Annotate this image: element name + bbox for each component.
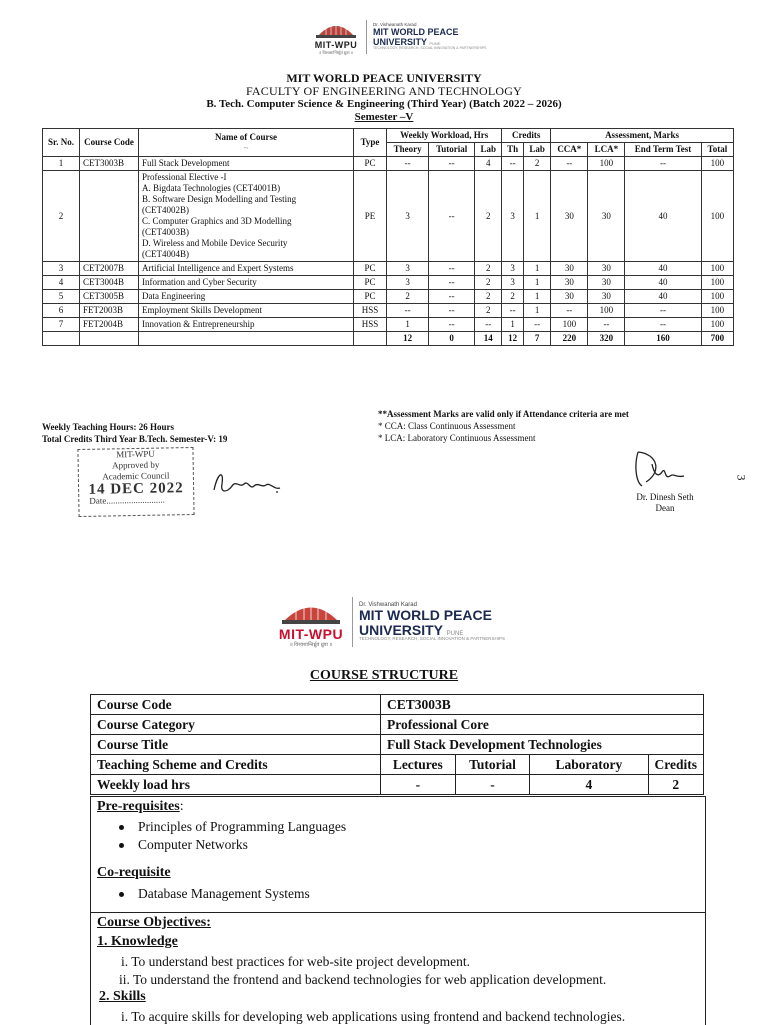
load-laboratory: 4: [530, 775, 648, 795]
university-title: MIT WORLD PEACE UNIVERSITY: [286, 71, 482, 85]
row-code: CET2007B: [80, 262, 139, 276]
logo-abbr: MIT-WPU: [314, 40, 358, 50]
col-type: Type: [354, 129, 387, 157]
course-title-row: [91, 735, 704, 755]
section-divider: [91, 912, 705, 913]
row-th: 3: [502, 171, 524, 262]
row-lca: 30: [588, 276, 625, 290]
total-end: 160: [625, 332, 702, 346]
scheme-tutorial: Tutorial: [455, 755, 530, 775]
course-structure-title: COURSE STRUCTURE: [309, 668, 459, 683]
row-sr: 6: [43, 304, 80, 318]
row-clab: 1: [524, 262, 551, 276]
prerequisites-heading: [97, 799, 184, 815]
row-type: HSS: [354, 318, 387, 332]
logo-divider-main: [352, 597, 353, 647]
row-tutorial: --: [429, 171, 475, 262]
prereq-item-text: Computer Networks: [138, 837, 248, 852]
row-type: PC: [354, 276, 387, 290]
row-code: CET3004B: [80, 276, 139, 290]
row-theory: --: [387, 304, 429, 318]
semester-title: Semester –V: [354, 111, 414, 123]
row-lab: 2: [475, 262, 502, 276]
row-cca: 30: [551, 276, 588, 290]
row-lca: 30: [588, 290, 625, 304]
stamp-date-label: Date..........................: [89, 494, 165, 506]
approval-stamp: [77, 447, 194, 517]
col-cca: CCA*: [551, 143, 588, 157]
total-tutorial: 0: [429, 332, 475, 346]
row-total: 100: [701, 171, 733, 262]
col-lab: Lab: [475, 143, 502, 157]
dean-title: Dean: [655, 503, 675, 513]
coreq-item: [119, 886, 310, 902]
logo-city-main: PUNE: [446, 630, 464, 637]
knowledge-item: i. To understand best practices for web-site project development.: [121, 954, 470, 969]
load-credits: 2: [648, 775, 704, 795]
load-tutorial: -: [455, 775, 530, 795]
elective-line: B. Software Design Modelling and Testing: [142, 194, 297, 204]
attendance-note: **Assessment Marks are valid only if Attendance criteria are met: [378, 409, 629, 419]
col-credit-lab: Lab: [524, 143, 551, 157]
page-side-mark: 3: [734, 474, 749, 481]
total-cca: 220: [551, 332, 588, 346]
col-name-label: Name of Course: [215, 131, 277, 142]
row-th: 3: [502, 262, 524, 276]
row-type: PC: [354, 157, 387, 171]
logo-name-1: MIT WORLD PEACE: [373, 27, 459, 38]
col-code: Course Code: [80, 129, 139, 157]
row-theory: 3: [387, 171, 429, 262]
row-code: [80, 171, 139, 262]
logo-city: PUNE: [429, 40, 441, 46]
table-row: [43, 157, 734, 171]
logo-name-2-main: UNIVERSITY: [359, 621, 443, 638]
col-workload: Weekly Workload, Hrs: [387, 129, 502, 143]
dean-block: [625, 492, 705, 514]
row-code: CET3005B: [80, 290, 139, 304]
row-total: 100: [701, 157, 733, 171]
row-theory: 3: [387, 262, 429, 276]
col-theory: Theory: [387, 143, 429, 157]
row-tutorial: --: [429, 290, 475, 304]
total-credits: Total Credits Third Year B.Tech. Semester-V: 19: [42, 434, 228, 444]
row-total: 100: [701, 262, 733, 276]
signature-1: [210, 466, 290, 500]
row-end: --: [625, 304, 702, 318]
total-total: 700: [701, 332, 733, 346]
table-row: [43, 276, 734, 290]
prerequisites-heading-text: Pre-requisites: [97, 799, 180, 814]
row-th: --: [502, 304, 524, 318]
row-type: PC: [354, 262, 387, 276]
row-lca: 100: [588, 157, 625, 171]
logo-motto-main: TECHNOLOGY, RESEARCH, SOCIAL INNOVATION & PARTNERSHIPS: [359, 636, 505, 642]
row-name: Employment Skills Development: [139, 304, 354, 318]
corequisite-heading: Co-requisite: [97, 865, 171, 880]
logo-founder-main: Dr. Vishwanath Karad: [359, 601, 417, 608]
col-endterm: End Term Test: [625, 143, 702, 157]
table-row: [43, 262, 734, 276]
course-category-row: [91, 715, 704, 735]
course-title-value: Full Stack Development Technologies: [380, 735, 703, 755]
row-end: 40: [625, 262, 702, 276]
table-row: [43, 318, 734, 332]
university-logo-main: [276, 596, 505, 648]
row-code: FET2003B: [80, 304, 139, 318]
col-assessment: Assessment, Marks: [551, 129, 734, 143]
prerequisites-colon: :: [179, 799, 184, 814]
elective-line: D. Wireless and Mobile Device Security: [142, 238, 288, 248]
stamp-date: 14 DEC 2022: [88, 480, 184, 498]
elective-line: (CET4003B): [142, 227, 189, 237]
stamp-line3: Academic Council: [102, 470, 170, 482]
row-clab: 1: [524, 304, 551, 318]
row-name: Full Stack Development: [139, 157, 354, 171]
row-lca: 30: [588, 171, 625, 262]
col-lca: LCA*: [588, 143, 625, 157]
elective-line: Professional Elective -I: [142, 172, 227, 182]
row-tutorial: --: [429, 318, 475, 332]
row-lab: 2: [475, 304, 502, 318]
table-header-row: [43, 129, 734, 143]
row-end: 40: [625, 276, 702, 290]
row-sr: 4: [43, 276, 80, 290]
row-sr: 7: [43, 318, 80, 332]
row-lca: --: [588, 318, 625, 332]
university-logo-top: [312, 18, 487, 56]
row-end: 40: [625, 171, 702, 262]
faculty-title: FACULTY OF ENGINEERING AND TECHNOLOGY: [245, 84, 523, 98]
knowledge-item: ii. To understand the frontend and backend technologies for web application development.: [119, 972, 607, 987]
col-name: [139, 129, 354, 157]
row-type: PC: [354, 290, 387, 304]
dean-name: Dr. Dinesh Seth: [636, 492, 694, 502]
dome-icon: [312, 18, 360, 40]
cca-note: * CCA: Class Continuous Assessment: [378, 421, 516, 431]
col-th: Th: [502, 143, 524, 157]
row-cca: 30: [551, 171, 588, 262]
row-total: 100: [701, 276, 733, 290]
dome-icon: [276, 596, 346, 626]
row-total: 100: [701, 290, 733, 304]
row-th: --: [502, 157, 524, 171]
skills-heading-text: 2. Skills: [99, 989, 146, 1004]
row-theory: 3: [387, 276, 429, 290]
row-name: Data Engineering: [139, 290, 354, 304]
row-lab: --: [475, 318, 502, 332]
logo-wordmark: [373, 23, 487, 50]
row-tutorial: --: [429, 304, 475, 318]
totals-row: [43, 332, 734, 346]
prereq-item: [119, 837, 248, 853]
row-cca: --: [551, 157, 588, 171]
row-code: FET2004B: [80, 318, 139, 332]
row-name: Information and Cyber Security: [139, 276, 354, 290]
elective-line: (CET4002B): [142, 205, 189, 215]
weekly-load-label: Weekly load hrs: [91, 775, 381, 795]
logo-abbr-main: MIT-WPU: [278, 626, 344, 642]
row-cca: 100: [551, 318, 588, 332]
total-credit-lab: 7: [524, 332, 551, 346]
row-type: PE: [354, 171, 387, 262]
row-end: --: [625, 157, 702, 171]
logo-founder: Dr. Vishwanath Karad: [373, 22, 417, 28]
row-name: [139, 171, 354, 262]
row-theory: 1: [387, 318, 429, 332]
teaching-notes: [42, 421, 227, 445]
load-lectures: -: [380, 775, 455, 795]
objectives-heading: Course Objectives:: [97, 915, 211, 930]
row-th: 2: [502, 290, 524, 304]
course-structure-table: [90, 694, 704, 795]
total-th: 12: [502, 332, 524, 346]
row-theory: --: [387, 157, 429, 171]
prereq-item: [119, 819, 346, 835]
row-clab: --: [524, 318, 551, 332]
skills-heading: [99, 989, 146, 1005]
course-code-label: Course Code: [91, 695, 381, 715]
course-code-row: [91, 695, 704, 715]
skills-item: i. To acquire skills for developing web applications using frontend and backend technologies.: [121, 1009, 626, 1024]
total-lab: 14: [475, 332, 502, 346]
row-lab: 2: [475, 171, 502, 262]
row-type: HSS: [354, 304, 387, 318]
row-clab: 1: [524, 276, 551, 290]
assessment-notes: [378, 408, 629, 444]
prereq-item-text: Principles of Programming Languages: [138, 819, 347, 834]
row-end: 40: [625, 290, 702, 304]
row-lab: 2: [475, 276, 502, 290]
logo-emblem-main: [276, 596, 346, 648]
row-name: Artificial Intelligence and Expert Systems: [139, 262, 354, 276]
logo-name-1-main: MIT WORLD PEACE: [359, 607, 492, 624]
row-tutorial: --: [429, 157, 475, 171]
row-sr: 3: [43, 262, 80, 276]
logo-tagline: ॥ विश्वशान्तिर्ध्रुवं ध्रुवा ॥: [318, 50, 354, 55]
col-total: Total: [701, 143, 733, 157]
stamp-line2: Approved by: [111, 459, 160, 471]
signature-2: [628, 446, 688, 490]
row-code: CET3003B: [80, 157, 139, 171]
row-lab: 4: [475, 157, 502, 171]
course-title-label: Course Title: [91, 735, 381, 755]
document-header: [0, 72, 768, 124]
teaching-scheme-row: [91, 755, 704, 775]
logo-tagline-main: ॥ विश्वशान्तिर्ध्रुवं ध्रुवा ॥: [289, 642, 333, 648]
course-details: [90, 796, 706, 1025]
weekly-load-row: [91, 775, 704, 795]
lca-note: * LCA: Laboratory Continuous Assessment: [378, 433, 536, 443]
program-title: B. Tech. Computer Science & Engineering (Third Year) (Batch 2022 – 2026): [206, 98, 562, 110]
row-tutorial: --: [429, 276, 475, 290]
row-tutorial: --: [429, 262, 475, 276]
elective-line: (CET4004B): [142, 249, 189, 259]
semester-schedule-table: [42, 128, 734, 346]
row-total: 100: [701, 304, 733, 318]
elective-line: C. Computer Graphics and 3D Modelling: [142, 216, 292, 226]
logo-wordmark-main: [359, 602, 505, 642]
row-clab: 2: [524, 157, 551, 171]
row-end: --: [625, 318, 702, 332]
row-cca: 30: [551, 290, 588, 304]
row-name: Innovation & Entrepreneurship: [139, 318, 354, 332]
scheme-laboratory: Laboratory: [530, 755, 648, 775]
row-sr: 2: [43, 171, 80, 262]
table-row: [43, 171, 734, 262]
row-lab: 2: [475, 290, 502, 304]
knowledge-heading-text: 1. Knowledge: [97, 934, 178, 949]
course-category-value: Professional Core: [380, 715, 703, 735]
row-cca: --: [551, 304, 588, 318]
row-th: 1: [502, 318, 524, 332]
col-tutorial: Tutorial: [429, 143, 475, 157]
stamp-line1: MIT-WPU: [116, 448, 155, 460]
scheme-credits: Credits: [648, 755, 704, 775]
table-row: [43, 304, 734, 318]
scheme-lectures: Lectures: [380, 755, 455, 775]
logo-emblem: [312, 18, 360, 56]
knowledge-heading: [97, 934, 178, 950]
teaching-hours: Weekly Teaching Hours: 26 Hours: [42, 422, 175, 432]
teaching-scheme-label: Teaching Scheme and Credits: [91, 755, 381, 775]
row-sr: 1: [43, 157, 80, 171]
row-clab: 1: [524, 290, 551, 304]
row-cca: 30: [551, 262, 588, 276]
course-code-value: CET3003B: [380, 695, 703, 715]
coreq-item-text: Database Management Systems: [138, 886, 310, 901]
row-total: 100: [701, 318, 733, 332]
row-th: 3: [502, 276, 524, 290]
row-clab: 1: [524, 171, 551, 262]
row-sr: 5: [43, 290, 80, 304]
row-lca: 100: [588, 304, 625, 318]
col-name-mark: ~: [243, 142, 249, 153]
col-credits: Credits: [502, 129, 551, 143]
total-lca: 320: [588, 332, 625, 346]
row-lca: 30: [588, 262, 625, 276]
table-row: [43, 290, 734, 304]
course-category-label: Course Category: [91, 715, 381, 735]
elective-line: A. Bigdata Technologies (CET4001B): [142, 183, 281, 193]
logo-name-2: UNIVERSITY: [373, 36, 427, 47]
total-theory: 12: [387, 332, 429, 346]
logo-motto: TECHNOLOGY, RESEARCH, SOCIAL INNOVATION & PARTNERSHIPS: [373, 45, 487, 50]
col-sr: Sr. No.: [43, 129, 80, 157]
row-theory: 2: [387, 290, 429, 304]
logo-divider: [366, 20, 367, 54]
